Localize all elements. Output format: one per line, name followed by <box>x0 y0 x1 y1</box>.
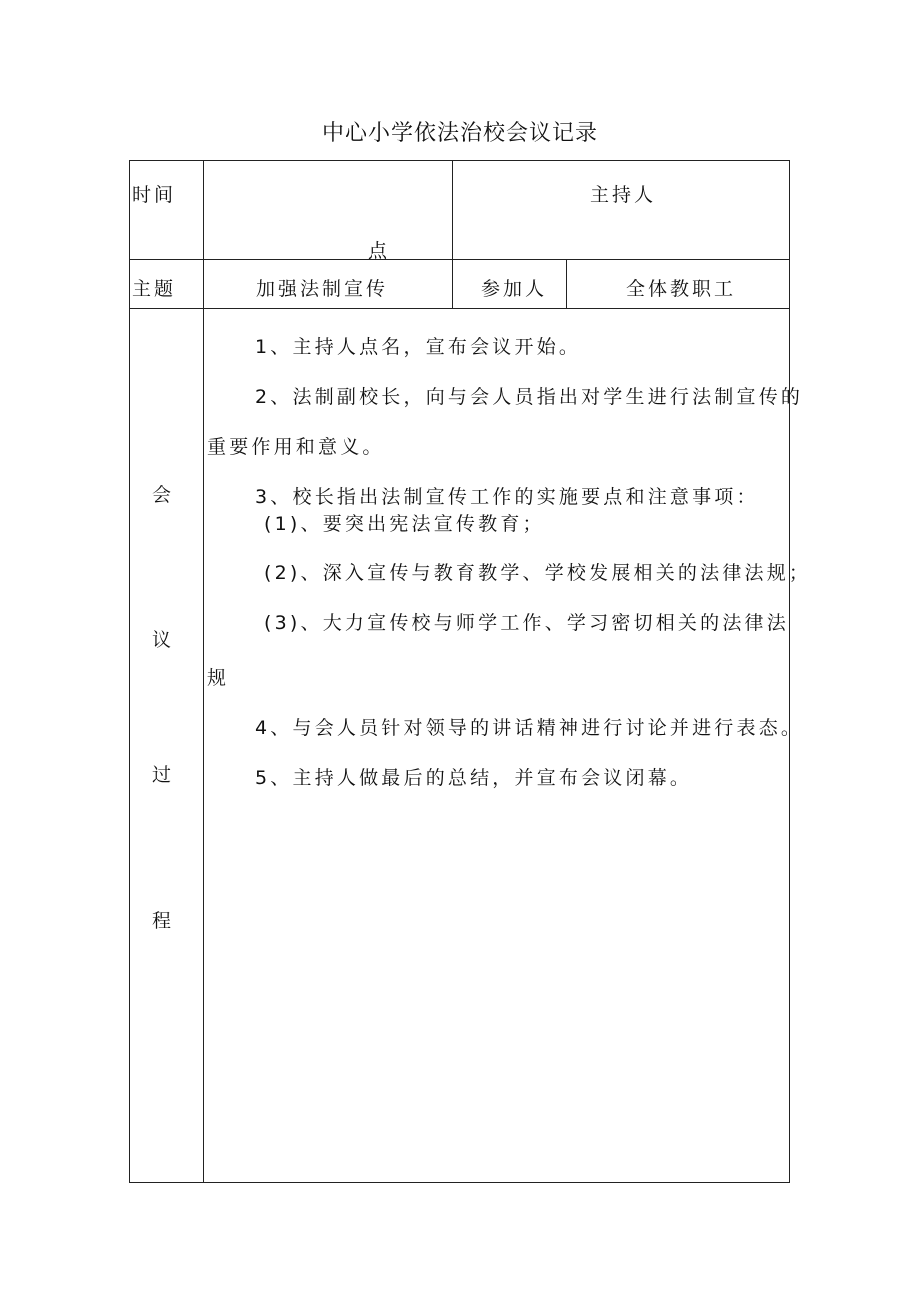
process-line-4: 3、校长指出法制宣传工作的实施要点和注意事项： <box>255 486 759 508</box>
place-label: 点 <box>368 240 391 262</box>
attendees-label: 参加人 <box>481 278 548 300</box>
time-label: 时间 <box>132 184 177 206</box>
col-divider-label <box>203 160 204 1183</box>
row-divider-2 <box>129 308 790 309</box>
process-line-10: 5、主持人做最后的总结，并宣布会议闭幕。 <box>255 767 693 789</box>
process-label-char-2: 议 <box>152 629 175 651</box>
host-label: 主持人 <box>590 184 657 206</box>
process-line-5: (1)、要突出宪法宣传教育； <box>264 513 545 535</box>
page-title: 中心小学依法治校会议记录 <box>321 121 598 146</box>
process-line-8: 规 <box>207 667 230 689</box>
process-line-3: 重要作用和意义。 <box>207 436 385 458</box>
process-line-1: 1、主持人点名，宣布会议开始。 <box>255 336 582 358</box>
process-line-7: (3)、大力宣传校与师学工作、学习密切相关的法律法 <box>264 612 789 634</box>
row-divider-1 <box>129 259 790 260</box>
topic-value: 加强法制宣传 <box>256 278 389 300</box>
attendees-value: 全体教职工 <box>626 278 737 300</box>
topic-label: 主题 <box>132 278 177 300</box>
col-divider-attendees <box>566 259 567 308</box>
col-divider-host <box>452 160 453 308</box>
process-line-2: 2、法制副校长，向与会人员指出对学生进行法制宣传的 <box>255 386 804 408</box>
process-line-6: (2)、深入宣传与教育教学、学校发展相关的法律法规； <box>264 562 812 584</box>
process-label-char-1: 会 <box>152 484 175 506</box>
process-label-char-4: 程 <box>152 910 175 932</box>
process-label-char-3: 过 <box>152 764 175 786</box>
process-line-9: 4、与会人员针对领导的讲话精神进行讨论并进行表态。 <box>255 717 804 739</box>
